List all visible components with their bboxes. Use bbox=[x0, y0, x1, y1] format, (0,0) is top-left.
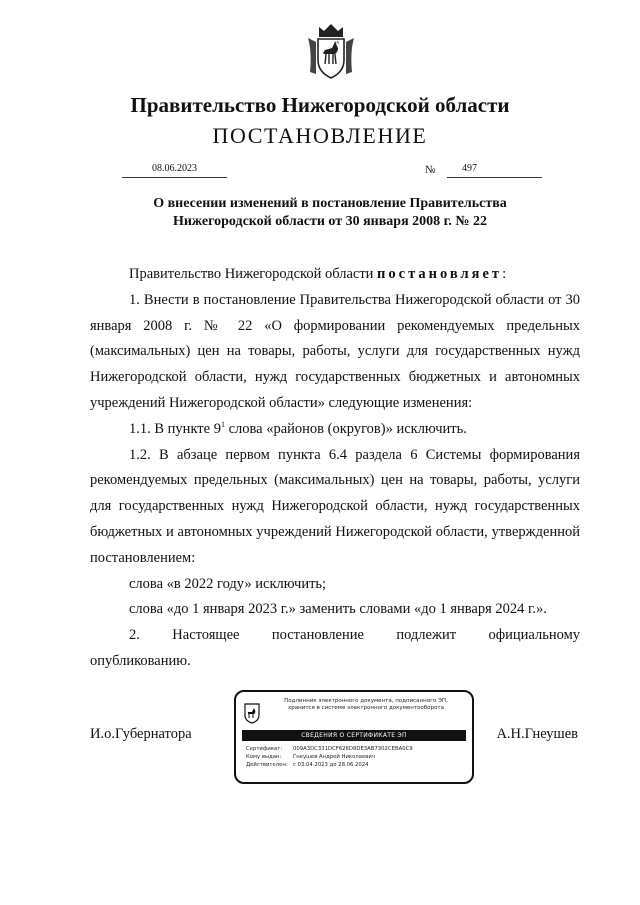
date-underline bbox=[122, 177, 227, 178]
validity-row bbox=[246, 762, 369, 769]
number-sign: № bbox=[425, 164, 436, 176]
coat-of-arms-icon bbox=[302, 22, 360, 80]
certificate-label: Сертификат: bbox=[246, 746, 283, 752]
paragraph-1-2-a: слова «в 2022 году» исключить; bbox=[129, 575, 327, 592]
stamp-title: СВЕДЕНИЯ О СЕРТИФИКАТЕ ЭП bbox=[242, 730, 466, 741]
stamp-header bbox=[266, 698, 466, 712]
subject-line-1: О внесении изменений в постановление Правительства bbox=[153, 196, 507, 211]
document-number: 497 bbox=[462, 163, 477, 174]
subject-line-2: Нижегородской области от 30 января 2008 г. № 22 bbox=[172, 214, 488, 229]
certificate-value: 009A3DC331DCF626D8DE3AB7302CEBA0C9 bbox=[293, 746, 413, 752]
document-subject bbox=[100, 195, 560, 231]
superscript: 1 bbox=[220, 419, 225, 429]
document-body bbox=[90, 262, 580, 675]
signatory-position: И.о.Губернатора bbox=[90, 726, 192, 742]
document-type: ПОСТАНОВЛЕНИЕ bbox=[212, 123, 428, 148]
p2-word: постановление bbox=[271, 627, 364, 644]
intro-colon: : bbox=[502, 266, 507, 282]
paragraph-1-2: 1.2. В абзаце первом пункта 6.4 раздела 6 Системы формирования рекомендуемых предельных (максимальных) цен на товары, работы, услуги для государственных нужд Нижегородской области, нужд государственных бюджетных и автономных учреждений Нижегородской области, утвержденной постановлением: bbox=[90, 446, 580, 566]
intro-paragraph bbox=[90, 262, 580, 288]
intro-text: Правительство Нижегородской области bbox=[129, 266, 378, 282]
paragraph-1-1-text-a: 1.1. В пункте 9 bbox=[129, 420, 221, 437]
paragraph-1-2-b: слова «до 1 января 2023 г.» заменить словами «до 1 января 2024 г.». bbox=[129, 601, 547, 618]
resolves-word: постановляет bbox=[377, 266, 503, 282]
validity-label: Действителен: bbox=[246, 762, 288, 768]
signatory-name: А.Н.Гнеушев bbox=[496, 726, 578, 742]
electronic-signature-stamp bbox=[234, 690, 474, 784]
p2-word: подлежит bbox=[396, 627, 457, 644]
paragraph-2-line bbox=[90, 623, 580, 649]
document-date: 08.06.2023 bbox=[152, 163, 197, 174]
coat-of-arms-small-icon bbox=[244, 702, 260, 724]
paragraph-1-1-text-b: слова «районов (округов)» исключить. bbox=[224, 420, 467, 437]
paragraph-2-end: опубликованию. bbox=[90, 652, 191, 669]
validity-value: с 03.04.2023 до 28.06.2024 bbox=[293, 762, 369, 768]
issued-to-value: Гнеушев Андрей Николаевич bbox=[293, 754, 375, 760]
certificate-row bbox=[246, 746, 413, 753]
stamp-header-line-2: хранится в системе электронного документооборота bbox=[288, 705, 444, 711]
paragraph-1: 1. Внести в постановление Правительства Нижегородской области от 30 января 2008 г. № 22 «О формировании рекомендуемых предельных (максимальных) цен на товары, работы, услуги для государственных нужд Нижегородской области, нужд государственных бюджетных и автономных учреждений Нижегородской области» следующие изменения: bbox=[90, 291, 580, 411]
issued-to-row bbox=[246, 754, 375, 761]
p2-word: официальному bbox=[488, 627, 580, 644]
p2-word: Настоящее bbox=[172, 627, 240, 644]
number-underline bbox=[447, 177, 542, 178]
stamp-header-line-1: Подлинник электронного документа, подписанного ЭП, bbox=[284, 698, 448, 704]
paragraph-1-1 bbox=[90, 417, 580, 443]
issued-to-label: Кому выдан: bbox=[246, 754, 282, 760]
p2-word: 2. bbox=[129, 627, 140, 644]
organization-name: Правительство Нижегородской области bbox=[130, 93, 510, 117]
